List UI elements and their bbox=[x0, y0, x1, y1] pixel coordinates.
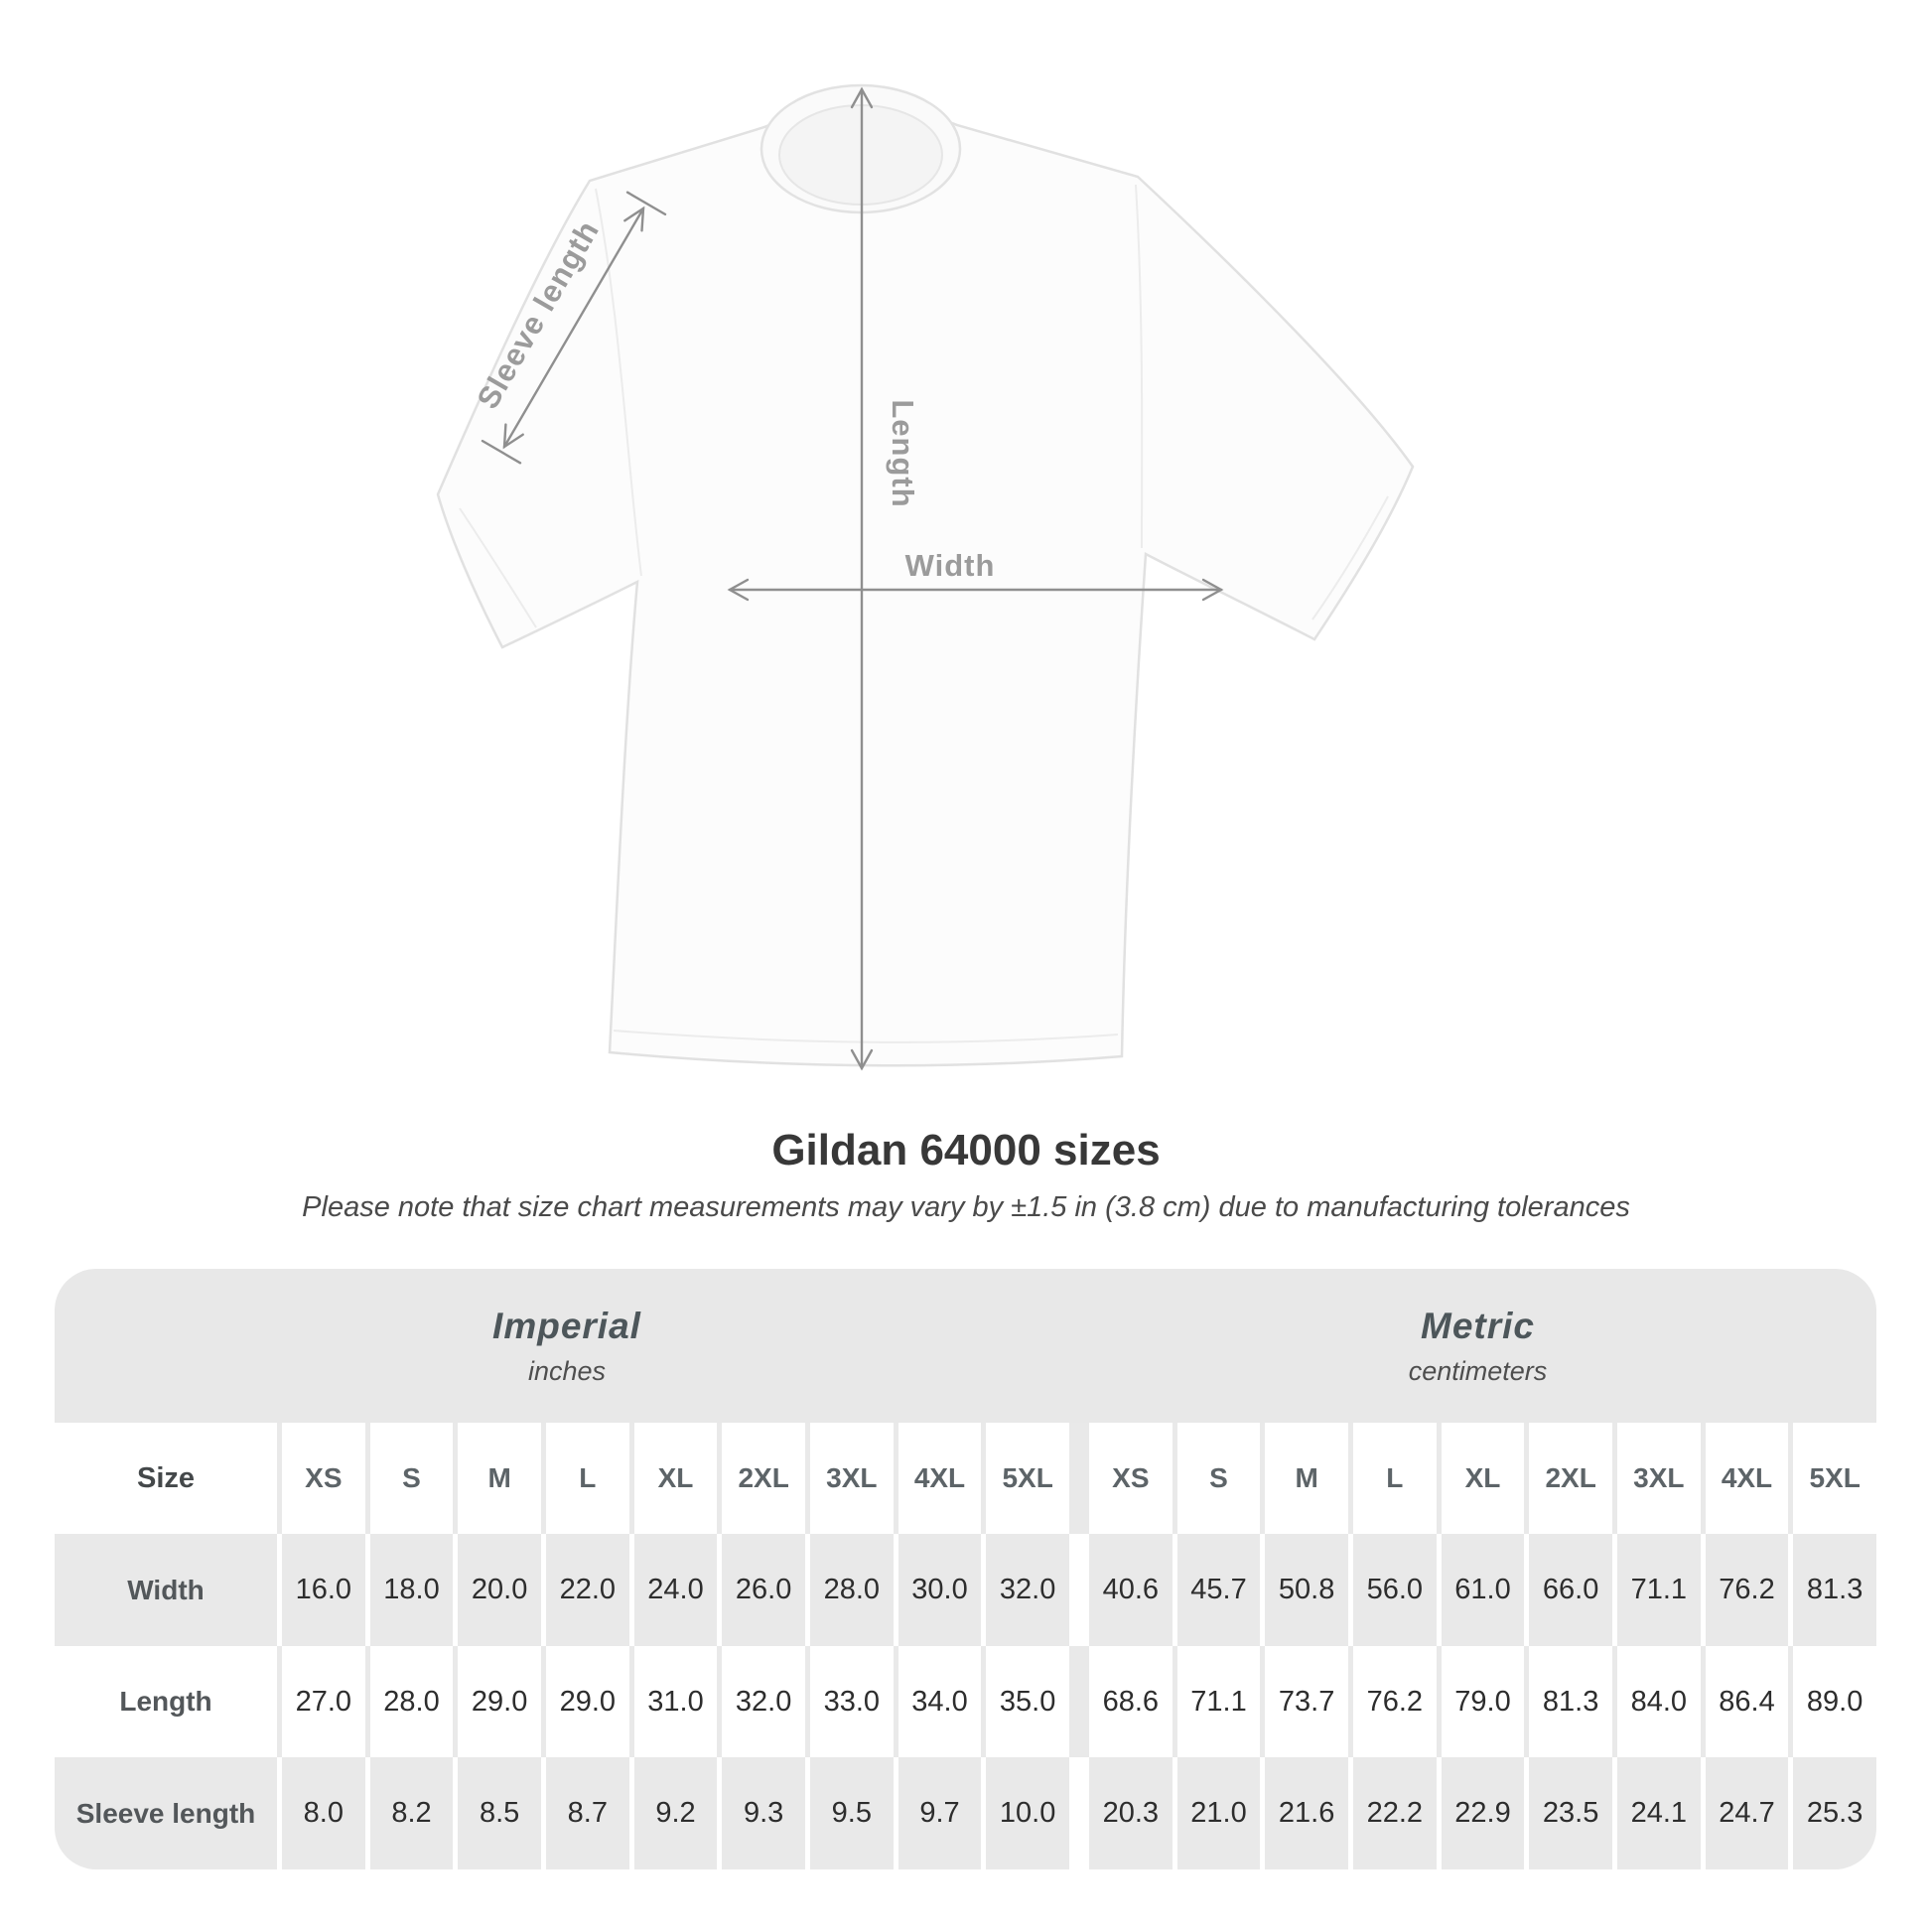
size-column-header-imperial: 5XL bbox=[986, 1423, 1069, 1534]
size-column-header-metric: M bbox=[1265, 1423, 1348, 1534]
width-label: Width bbox=[904, 548, 996, 583]
imperial-sublabel: inches bbox=[527, 1355, 607, 1386]
value-cell-imperial: 32.0 bbox=[722, 1646, 805, 1757]
value-cell-imperial: 8.0 bbox=[282, 1757, 365, 1869]
value-cell-metric: 61.0 bbox=[1442, 1534, 1525, 1646]
value-cell-imperial: 28.0 bbox=[370, 1646, 454, 1757]
size-table bbox=[55, 1269, 1876, 1869]
value-cell-imperial: 29.0 bbox=[458, 1646, 541, 1757]
value-cell-metric: 24.7 bbox=[1706, 1757, 1789, 1869]
value-cell-imperial: 35.0 bbox=[986, 1646, 1069, 1757]
value-cell-imperial: 34.0 bbox=[898, 1646, 982, 1757]
value-cell-imperial: 29.0 bbox=[546, 1646, 629, 1757]
value-cell-metric: 68.6 bbox=[1089, 1646, 1173, 1757]
size-header-label: Size bbox=[55, 1423, 277, 1534]
value-cell-metric: 22.9 bbox=[1442, 1757, 1525, 1869]
value-cell-metric: 23.5 bbox=[1529, 1757, 1612, 1869]
size-column-header-metric: 4XL bbox=[1706, 1423, 1789, 1534]
row-label: Sleeve length bbox=[55, 1757, 277, 1869]
value-cell-metric: 40.6 bbox=[1089, 1534, 1173, 1646]
value-cell-imperial: 22.0 bbox=[546, 1534, 629, 1646]
unit-header-band bbox=[55, 1269, 1876, 1423]
value-cell-imperial: 33.0 bbox=[810, 1646, 894, 1757]
value-cell-metric: 71.1 bbox=[1177, 1646, 1261, 1757]
value-cell-metric: 24.1 bbox=[1617, 1757, 1701, 1869]
row-label: Length bbox=[55, 1646, 277, 1757]
value-cell-imperial: 8.7 bbox=[546, 1757, 629, 1869]
value-cell-metric: 76.2 bbox=[1353, 1646, 1437, 1757]
unit-divider bbox=[1074, 1423, 1084, 1534]
value-cell-metric: 71.1 bbox=[1617, 1534, 1701, 1646]
metric-sublabel: centimeters bbox=[1408, 1355, 1548, 1386]
size-column-header-imperial: XL bbox=[634, 1423, 718, 1534]
size-column-header-imperial: 2XL bbox=[722, 1423, 805, 1534]
value-cell-imperial: 10.0 bbox=[986, 1757, 1069, 1869]
value-cell-imperial: 31.0 bbox=[634, 1646, 718, 1757]
value-cell-metric: 73.7 bbox=[1265, 1646, 1348, 1757]
value-cell-metric: 50.8 bbox=[1265, 1534, 1348, 1646]
value-cell-metric: 56.0 bbox=[1353, 1534, 1437, 1646]
value-cell-imperial: 9.5 bbox=[810, 1757, 894, 1869]
value-cell-metric: 22.2 bbox=[1353, 1757, 1437, 1869]
size-header-row bbox=[55, 1423, 1876, 1534]
unit-divider bbox=[1074, 1534, 1084, 1646]
value-cell-metric: 79.0 bbox=[1442, 1646, 1525, 1757]
value-cell-imperial: 9.2 bbox=[634, 1757, 718, 1869]
value-cell-imperial: 18.0 bbox=[370, 1534, 454, 1646]
size-column-header-imperial: XS bbox=[282, 1423, 365, 1534]
value-cell-metric: 25.3 bbox=[1793, 1757, 1876, 1869]
value-cell-imperial: 20.0 bbox=[458, 1534, 541, 1646]
unit-divider bbox=[1074, 1757, 1084, 1869]
size-column-header-metric: 3XL bbox=[1617, 1423, 1701, 1534]
imperial-label: Imperial bbox=[492, 1305, 641, 1346]
size-column-header-imperial: S bbox=[370, 1423, 454, 1534]
value-cell-imperial: 28.0 bbox=[810, 1534, 894, 1646]
value-cell-metric: 81.3 bbox=[1529, 1646, 1612, 1757]
value-cell-metric: 81.3 bbox=[1793, 1534, 1876, 1646]
value-cell-imperial: 30.0 bbox=[898, 1534, 982, 1646]
value-cell-metric: 76.2 bbox=[1706, 1534, 1789, 1646]
size-column-header-imperial: 3XL bbox=[810, 1423, 894, 1534]
size-column-header-metric: S bbox=[1177, 1423, 1261, 1534]
table-row bbox=[55, 1757, 1876, 1869]
tolerance-note: Please note that size chart measurements may vary by ±1.5 in (3.8 cm) due to manufacturing tolerances bbox=[302, 1191, 1630, 1223]
unit-divider bbox=[1074, 1646, 1084, 1757]
size-column-header-metric: 5XL bbox=[1793, 1423, 1876, 1534]
size-column-header-metric: 2XL bbox=[1529, 1423, 1612, 1534]
length-label: Length bbox=[886, 399, 920, 508]
size-column-header-imperial: M bbox=[458, 1423, 541, 1534]
table-row bbox=[55, 1534, 1876, 1646]
value-cell-imperial: 27.0 bbox=[282, 1646, 365, 1757]
value-cell-metric: 21.0 bbox=[1177, 1757, 1261, 1869]
value-cell-imperial: 8.2 bbox=[370, 1757, 454, 1869]
value-cell-imperial: 32.0 bbox=[986, 1534, 1069, 1646]
size-column-header-metric: XS bbox=[1089, 1423, 1173, 1534]
value-cell-imperial: 16.0 bbox=[282, 1534, 365, 1646]
size-column-header-metric: XL bbox=[1442, 1423, 1525, 1534]
metric-label: Metric bbox=[1421, 1305, 1535, 1346]
sleeve-length-label: Sleeve length bbox=[470, 213, 607, 415]
size-column-header-metric: L bbox=[1353, 1423, 1437, 1534]
page-title: Gildan 64000 sizes bbox=[771, 1126, 1161, 1174]
value-cell-imperial: 9.7 bbox=[898, 1757, 982, 1869]
value-cell-imperial: 9.3 bbox=[722, 1757, 805, 1869]
value-cell-metric: 84.0 bbox=[1617, 1646, 1701, 1757]
value-cell-metric: 45.7 bbox=[1177, 1534, 1261, 1646]
value-cell-imperial: 8.5 bbox=[458, 1757, 541, 1869]
value-cell-imperial: 26.0 bbox=[722, 1534, 805, 1646]
metric-header bbox=[1079, 1269, 1876, 1423]
value-cell-metric: 89.0 bbox=[1793, 1646, 1876, 1757]
value-cell-imperial: 24.0 bbox=[634, 1534, 718, 1646]
size-column-header-imperial: 4XL bbox=[898, 1423, 982, 1534]
value-cell-metric: 86.4 bbox=[1706, 1646, 1789, 1757]
value-cell-metric: 20.3 bbox=[1089, 1757, 1173, 1869]
row-label: Width bbox=[55, 1534, 277, 1646]
table-row bbox=[55, 1646, 1876, 1757]
size-column-header-imperial: L bbox=[546, 1423, 629, 1534]
imperial-header bbox=[55, 1269, 1079, 1423]
value-cell-metric: 66.0 bbox=[1529, 1534, 1612, 1646]
value-cell-metric: 21.6 bbox=[1265, 1757, 1348, 1869]
